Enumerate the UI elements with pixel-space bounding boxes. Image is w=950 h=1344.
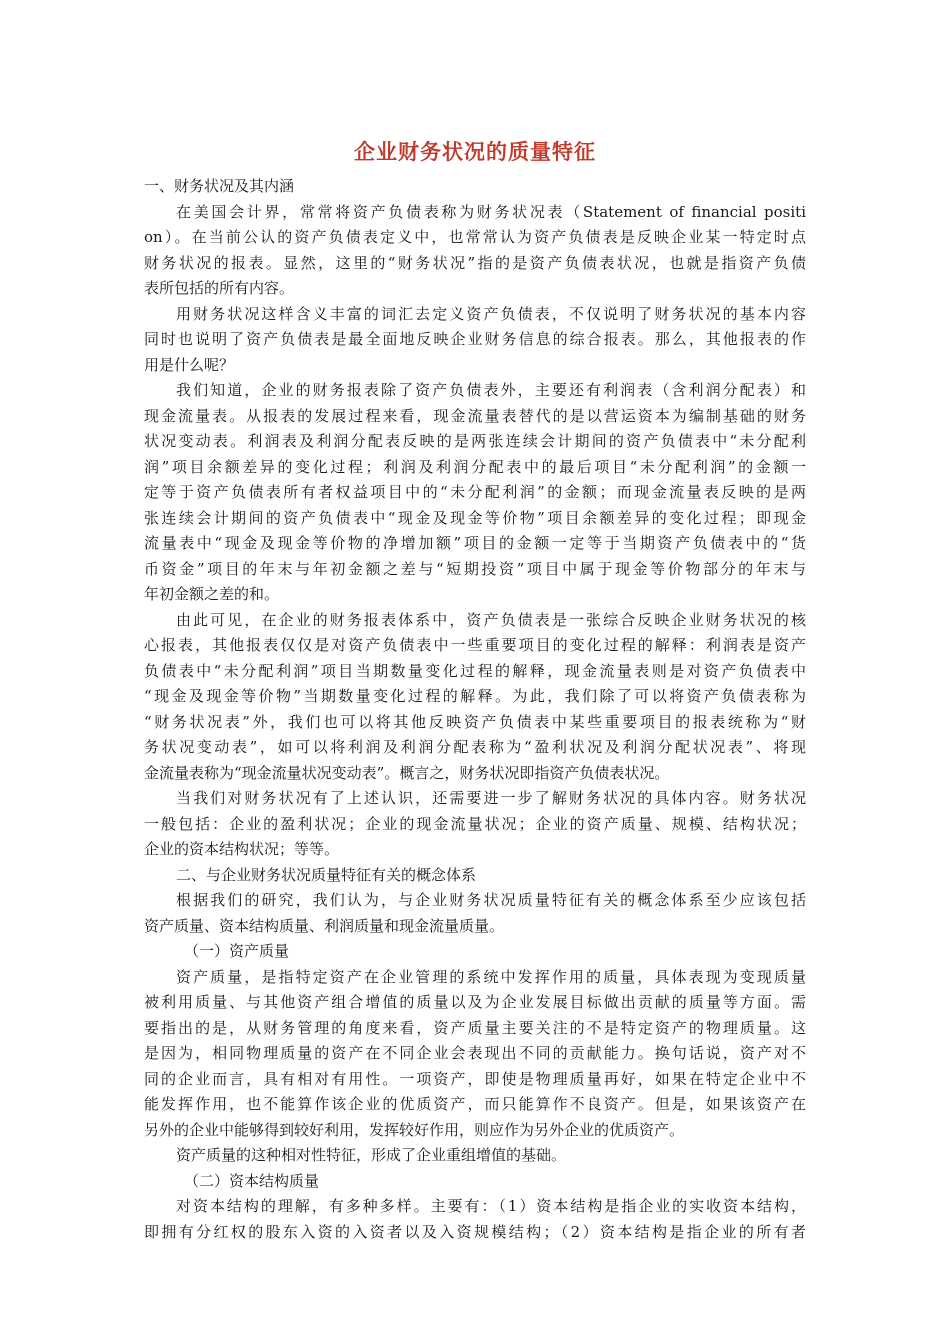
text-line: 务状况变动表”，如可以将利润及利润分配表称为“盈利状况及利润分配状况表”、将现 — [144, 738, 806, 756]
text-line: 年初金额之差的和。 — [144, 585, 280, 603]
paragraph — [144, 965, 806, 1144]
section-heading: 二、与企业财务状况质量特征有关的概念体系 — [176, 865, 477, 884]
paragraph — [144, 1143, 806, 1169]
text-line: 同时也说明了资产负债表是最全面地反映企业财务信息的综合报表。那么，其他报表的作 — [144, 330, 806, 348]
text-line: 表所包括的所有内容。 — [144, 279, 295, 297]
section-heading: （一）资产质量 — [184, 942, 290, 960]
paragraph — [144, 200, 806, 302]
paragraph — [144, 378, 806, 608]
text-line: 能发挥作用，也不能算作该企业的优质资产，而只能算作不良资产。但是，如果该资产在 — [144, 1095, 806, 1113]
text-line: 定等于资产负债表所有者权益项目中的“未分配利润”的金额；而现金流量表反映的是两 — [144, 483, 806, 501]
text-line: 润”项目余额差异的变化过程；利润及利润分配表中的最后项目“未分配利润”的金额一 — [144, 457, 806, 476]
document-body — [144, 174, 806, 1245]
text-line: 用财务状况这样含义丰富的词汇去定义资产负债表，不仅说明了财务状况的基本内容 — [176, 304, 806, 323]
text-line: 同的企业而言，具有相对有用性。一项资产，即使是物理质量再好，如果在特定企业中不 — [144, 1069, 806, 1088]
text-line: 一般包括：企业的盈利状况；企业的现金流量状况；企业的资产质量、规模、结构状况； — [144, 814, 806, 833]
text-line: 流量表中“现金及现金等价物的净增加额”项目的金额一定等于当期资产负债表中的“货 — [144, 534, 806, 552]
text-line: 现金流量表。从报表的发展过程来看，现金流量表替代的是以营运资本为编制基础的财务 — [144, 406, 806, 425]
text-line: 状况变动表。利润表及利润分配表反映的是两张连续会计期间的资产负债表中“未分配利 — [144, 432, 806, 450]
text-line: 负债表中“未分配利润”项目当期数量变化过程的解释，现金流量表则是对资产负债表中 — [144, 661, 806, 680]
text-line: 资产质量的这种相对性特征，形成了企业重组增值的基础。 — [176, 1146, 567, 1164]
text-line: 是因为，相同物理质量的资产在不同企业会表现出不同的贡献能力。换句话说，资产对不 — [144, 1044, 806, 1062]
paragraph — [144, 888, 806, 939]
paragraph — [144, 608, 806, 787]
text-line: 要指出的是，从财务管理的角度来看，资产质量主要关注的不是特定资产的物理质量。这 — [144, 1018, 806, 1037]
document-page — [144, 128, 806, 1245]
text-line: “现金及现金等价物”当期数量变化过程的解释。为此，我们除了可以将资产负债表称为 — [144, 687, 806, 705]
text-line: “财务状况表”外，我们也可以将其他反映资产负债表中某些重要项目的报表统称为“财 — [144, 712, 806, 731]
text-line: 即拥有分红权的股东入资的入资者以及入资规模结构；（2）资本结构是指企业的所有者 — [144, 1222, 806, 1241]
text-line: 根据我们的研究，我们认为，与企业财务状况质量特征有关的概念体系至少应该包括 — [176, 891, 806, 909]
text-line: 财务状况的报表。显然，这里的“财务状况”指的是资产负债表状况，也就是指资产负债 — [144, 253, 806, 272]
text-line: 心报表，其他报表仅仅是对资产负债表中一些重要项目的变化过程的解释：利润表是资产 — [144, 636, 806, 654]
text-line: 资产质量、资本结构质量、利润质量和现金流量质量。 — [144, 916, 505, 935]
text-line: 金流量表称为“现金流量状况变动表”。概言之，财务状况即指资产负债表状况。 — [144, 763, 670, 782]
section-heading: 一、财务状况及其内涵 — [144, 177, 295, 195]
document-title: 企业财务状况的质量特征 — [354, 139, 596, 164]
text-line: 另外的企业中能够得到较好利用，发挥较好作用，则应作为另外企业的优质资产。 — [144, 1120, 685, 1139]
paragraph — [144, 786, 806, 863]
text-line: 我们知道，企业的财务报表除了资产负债表外，主要还有利润表（含利润分配表）和 — [176, 381, 806, 399]
section-heading: （二）资本结构质量 — [184, 1171, 320, 1190]
paragraph — [144, 1194, 806, 1245]
text-line: 由此可见，在企业的财务报表体系中，资产负债表是一张综合反映企业财务状况的核 — [176, 610, 806, 629]
paragraph — [144, 302, 806, 379]
text-line: 币资金”项目的年末与年初金额之差与“短期投资”项目中属于现金等价物部分的年末与 — [144, 559, 806, 578]
text-line: 被利用质量、与其他资产组合增值的质量以及为企业发展目标做出贡献的质量等方面。需 — [144, 993, 806, 1011]
text-line: 对资本结构的理解，有多种多样。主要有：（1）资本结构是指企业的实收资本结构， — [176, 1197, 806, 1215]
text-line: 资产质量，是指特定资产在企业管理的系统中发挥作用的质量，具体表现为变现质量 — [176, 967, 806, 986]
text-line: 当我们对财务状况有了上述认识，还需要进一步了解财务状况的具体内容。财务状况 — [176, 789, 806, 807]
text-line: on）。在当前公认的资产负债表定义中，也常常认为资产负债表是反映企业某一特定时点 — [144, 228, 806, 246]
text-line: 用是什么呢？ — [144, 355, 235, 374]
text-line: 企业的资本结构状况；等等。 — [144, 840, 340, 858]
text-line: 张连续会计期间的资产负债表中“现金及现金等价物”项目余额差异的变化过程；即现金 — [144, 508, 806, 527]
text-line: 在美国会计界，常常将资产负债表称为财务状况表（Statement of financial positi — [176, 202, 806, 221]
